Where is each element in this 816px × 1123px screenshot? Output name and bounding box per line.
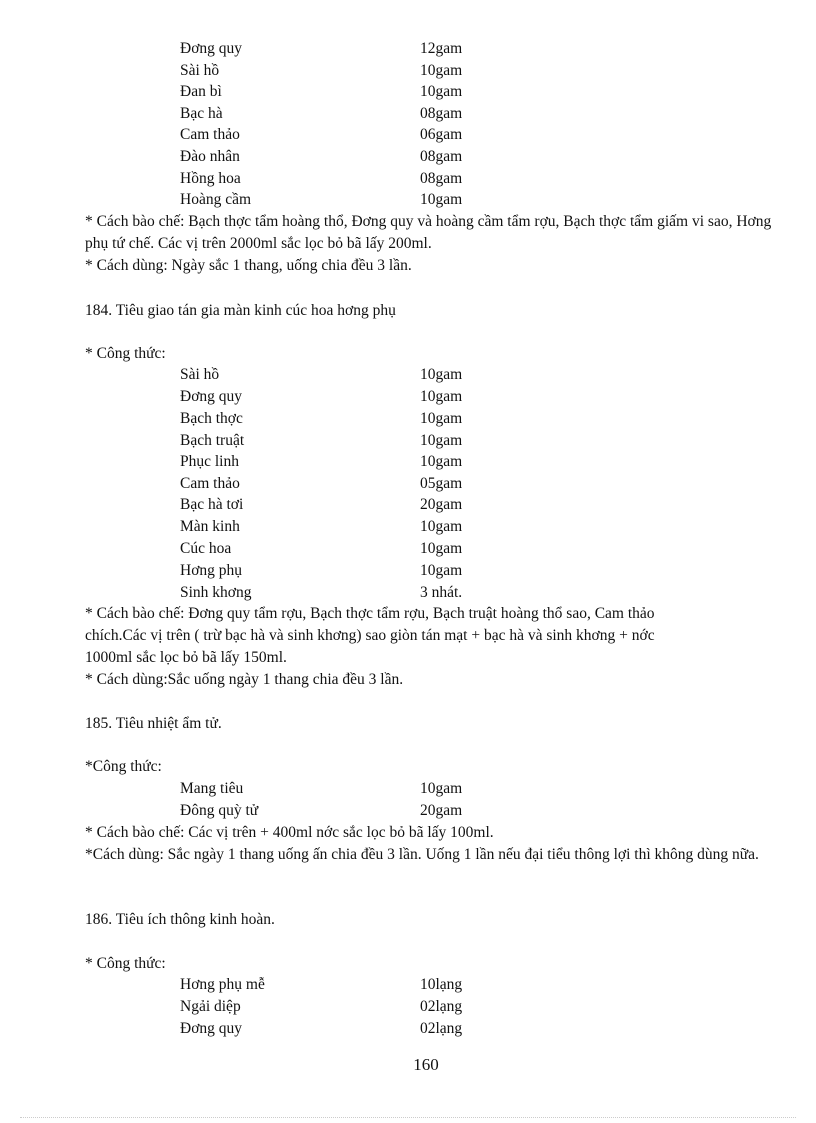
ingredient-qty: 10gam (420, 518, 463, 535)
ingredient-row (180, 124, 480, 146)
ingredient-qty: 10gam (420, 453, 463, 470)
ingredient-row (180, 408, 480, 430)
ingredient-name: Sài hồ (180, 62, 220, 79)
ingredient-name: Cúc hoa (180, 540, 232, 557)
ingredient-row (180, 800, 480, 822)
ingredient-row (180, 103, 480, 125)
ingredient-name: Bạch truật (180, 432, 245, 449)
ingredient-qty: 3 nhát. (420, 584, 463, 601)
ingredient-row (180, 364, 480, 386)
ingredient-qty: 20gam (420, 496, 463, 513)
ingredient-qty: 12gam (420, 40, 463, 57)
ingredient-name: Đơng quy (180, 388, 243, 405)
ingredient-row (180, 189, 480, 211)
ingredient-qty: 10gam (420, 540, 463, 557)
ingredient-row (180, 974, 480, 996)
ingredient-qty: 10gam (420, 410, 463, 427)
ingredient-name: Bạc hà tơi (180, 496, 244, 513)
ingredient-name: Màn kinh (180, 518, 240, 535)
ingredient-name: Hồng hoa (180, 170, 241, 187)
ingredient-row (180, 582, 480, 604)
ingredient-name: Hoàng cầm (180, 191, 252, 208)
ingredient-name: Đơng quy (180, 40, 243, 57)
usage-text: * Cách dùng:Sắc uống ngày 1 thang chia đều 3 lần. (85, 671, 404, 688)
ingredient-row (180, 996, 480, 1018)
ingredient-row (180, 1018, 480, 1040)
ingredient-row (180, 60, 480, 82)
ingredient-name: Cam thảo (180, 475, 240, 492)
ingredient-name: Đào nhân (180, 148, 240, 165)
ingredient-name: Đan bì (180, 83, 222, 100)
ingredient-name: Sài hồ (180, 366, 220, 383)
section-heading-186: 186. Tiêu ích thông kinh hoàn. (85, 911, 275, 928)
ingredient-qty: 10gam (420, 388, 463, 405)
preparation-text: * Cách bào chế: Bạch thợc tẩm hoàng thổ, Đơng quy và hoàng cầm tẩm rợu, Bạch thợc tẩm giấm vi sao, Hơng phụ tứ chế. Các vị trên 2000ml sắc lọc bỏ bã lấy 200ml. (85, 213, 772, 252)
page-divider (20, 1117, 796, 1118)
ingredient-qty: 10gam (420, 432, 463, 449)
ingredient-row (180, 778, 480, 800)
ingredient-row (180, 386, 480, 408)
ingredient-name: Hơng phụ (180, 562, 243, 579)
ingredient-row (180, 473, 480, 495)
ingredient-name: Đông quỳ tử (180, 802, 259, 819)
formula-label: * Công thức: (85, 345, 166, 362)
preparation-text: chích.Các vị trên ( trừ bạc hà và sinh khơng) sao giòn tán mạt + bạc hà và sinh khơng + nớc (85, 627, 655, 644)
ingredient-row (180, 81, 480, 103)
ingredient-qty: 02lạng (420, 1020, 463, 1037)
ingredient-qty: 10gam (420, 562, 463, 579)
ingredient-qty: 05gam (420, 475, 463, 492)
ingredient-row (180, 538, 480, 560)
ingredient-name: Ngải diệp (180, 998, 241, 1015)
ingredient-name: Cam thảo (180, 126, 240, 143)
ingredient-qty: 08gam (420, 170, 463, 187)
ingredient-name: Đơng quy (180, 1020, 243, 1037)
section-heading-185: 185. Tiêu nhiệt ẩm tử. (85, 715, 222, 732)
ingredient-qty: 10gam (420, 83, 463, 100)
ingredient-qty: 10gam (420, 62, 463, 79)
ingredient-row (180, 430, 480, 452)
ingredient-qty: 06gam (420, 126, 463, 143)
ingredient-qty: 10lạng (420, 976, 463, 993)
ingredient-name: Bạch thợc (180, 410, 243, 427)
ingredient-qty: 20gam (420, 802, 463, 819)
ingredient-qty: 08gam (420, 105, 463, 122)
ingredient-row (180, 38, 480, 60)
formula-label: * Công thức: (85, 955, 166, 972)
ingredient-row (180, 146, 480, 168)
ingredient-qty: 08gam (420, 148, 463, 165)
ingredient-row (180, 560, 480, 582)
page-number: 160 (413, 1055, 439, 1074)
section-heading-184: 184. Tiêu giao tán gia màn kinh cúc hoa hơng phụ (85, 302, 396, 319)
formula-label: *Công thức: (85, 758, 162, 775)
ingredient-qty: 10gam (420, 780, 463, 797)
usage-text: * Cách dùng: Ngày sắc 1 thang, uống chia đều 3 lần. (85, 257, 412, 274)
ingredient-name: Sinh khơng (180, 584, 252, 601)
ingredient-qty: 10gam (420, 366, 463, 383)
preparation-text: 1000ml sắc lọc bỏ bã lấy 150ml. (85, 649, 287, 666)
ingredient-row (180, 516, 480, 538)
ingredient-name: Hơng phụ mễ (180, 976, 265, 993)
ingredient-row (180, 494, 480, 516)
ingredient-name: Bạc hà (180, 105, 223, 122)
preparation-text: * Cách bào chế: Các vị trên + 400ml nớc sắc lọc bỏ bã lấy 100ml. (85, 824, 494, 841)
preparation-text: * Cách bào chế: Đơng quy tẩm rợu, Bạch thợc tẩm rợu, Bạch truật hoàng thổ sao, Cam thảo (85, 605, 655, 622)
ingredient-name: Phục linh (180, 453, 239, 470)
ingredient-qty: 02lạng (420, 998, 463, 1015)
ingredient-row (180, 168, 480, 190)
ingredient-row (180, 451, 480, 473)
usage-text: *Cách dùng: Sắc ngày 1 thang uống ấn chia đều 3 lần. Uống 1 lần nếu đại tiểu thông lợi thì không dùng nữa. (85, 846, 759, 863)
ingredient-qty: 10gam (420, 191, 463, 208)
ingredient-name: Mang tiêu (180, 780, 244, 797)
